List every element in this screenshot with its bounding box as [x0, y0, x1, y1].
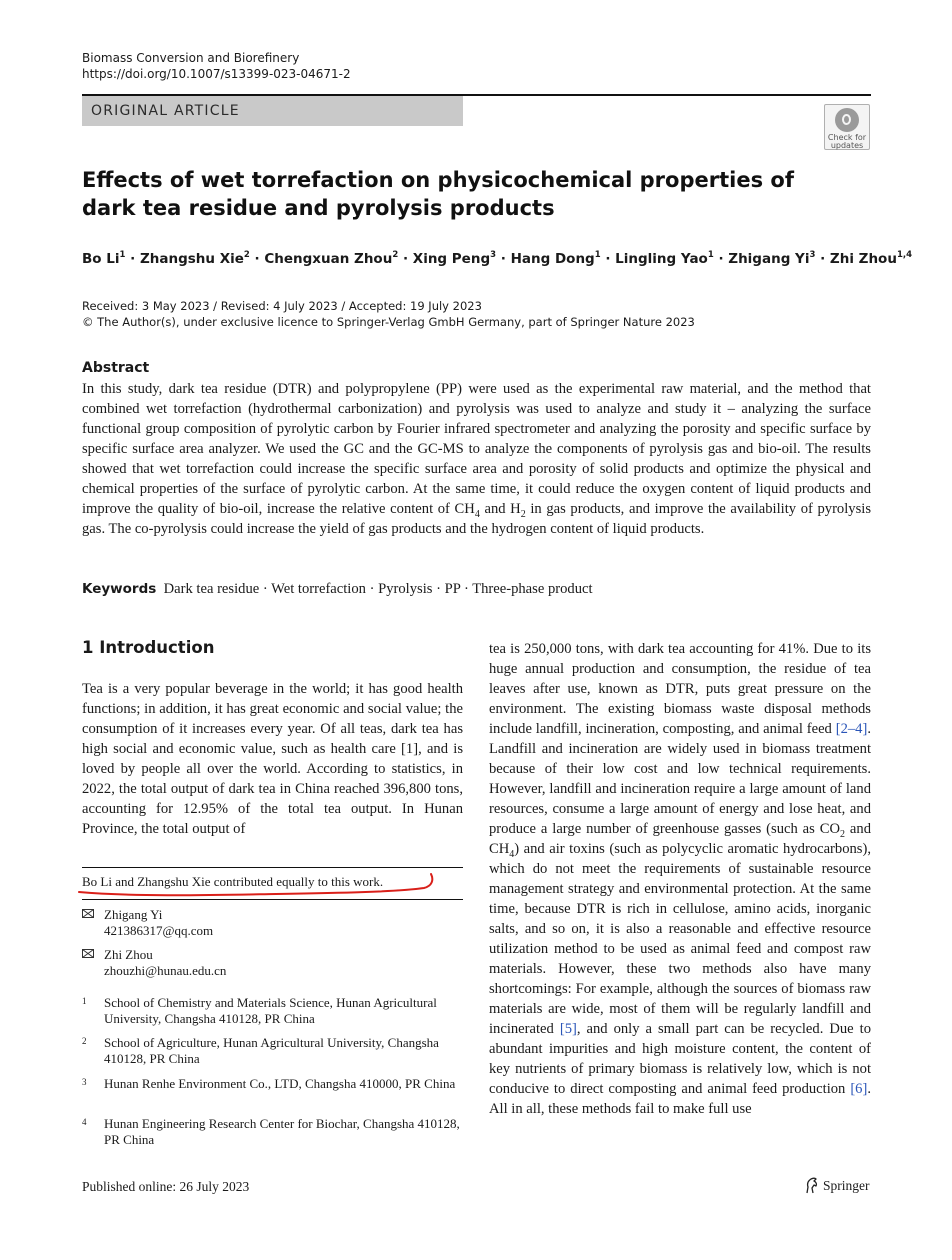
author-name[interactable]: Hang Dong — [510, 251, 595, 267]
keywords — [82, 579, 871, 599]
affiliation-number: 4 — [82, 1117, 87, 1127]
envelope-icon — [82, 909, 94, 918]
author-name[interactable]: Bo Li — [82, 251, 120, 267]
author-list: Bo $Li^1$ · Zhangshu Xie$^2$ · Chengxuan Zhou$^2$ · Xing Peng$^3$ · Hang Dong$^1$ · Lingling Yao$^1$ · Zhigang $Yi^3$ · Zhi Zhou$^{1,4}$ — [82, 250, 912, 267]
intro-column-right: tea is 250,000 tons, with dark tea accounting for 41%. Due to its huge annual production and consumption, the residue of tea leaves after use, known as DTR, puts great pressure on the environment. The existing biomass waste disposal methods include landfill, incineration, composting, and animal feed [2–4]. Landfill and incineration are widely used in biomass treatment because of their low cost and low technical requirements. However, landfill and incineration require a large amount of land resources, consume a large amount of energy and lose heat, and produce a large number of greenhouse gasses (such as $CO_2$ and $CH_4$) and air toxins (such as polycyclic aromatic hydrocarbons), which do not meet the requirements of sustainable resource management strategy and environmental protection. At the same time, because DTR is rich in cellulose, amino acids, inorganic salts, and so on, it is also a reasonable and effective resource utilization method to be used as animal feed and compost raw materials. However, these two methods also have many shortcomings: For example, although the sources of biomass raw materials are wide, most of them will be regularly landfill and incinerated [5], and only a small part can be recycled. Due to abundant impurities and high moisture content, the content of key nutrients of primary biomass is relatively low, which is not conducive to direct composting and animal feed production [6]. All in all, these methods fail to make full use — [489, 641, 871, 1117]
envelope-icon — [82, 949, 94, 958]
journal-name: Biomass Conversion and Biorefinery — [82, 51, 300, 65]
affiliation-text: Hunan Renhe Environment Co., LTD, Changsha 410000, PR China — [104, 1076, 456, 1091]
author-name[interactable]: Zhangshu Xie — [139, 251, 244, 267]
author-name[interactable]: Lingling Yao — [615, 251, 708, 267]
abstract-text: In this study, dark tea residue (DTR) and polypropylene (PP) were used as the experimental raw material, and the method that combined wet torrefaction (hydrothermal carbonization) and pyrolysis was used to analyze and study it – analyzing the surface functional group composition of pyrolytic carbon by Fourier infrared spectrometer and analyzing the porosity and specific surface by specific surface area analyzer. We used the GC and the GC-MS to analyze the components of pyrolysis gas and bio-oil. The results showed that wet torrefaction could increase the specific surface area and porosity of solid products and optimize the physical and chemical properties of the surface of pyrolytic carbon. At the same time, it could reduce the oxygen content of liquid products and improve the quality of bio-oil, increase the relative content of $CH_4$ and $H_2$ in gas products, and improve the availability of pyrolysis gas. The co-pyrolysis could increase the yield of gas products and the hydrogen content of liquid products. — [82, 381, 871, 537]
footnote-rule-bottom — [82, 899, 463, 900]
correspondent-name: Zhi Zhou — [104, 947, 153, 962]
citation-link[interactable]: [2–4] — [835, 721, 868, 737]
copyright-notice: © The Author(s), under exclusive licence to Springer-Verlag GmbH Germany, part of Springer Nature 2023 — [82, 315, 695, 329]
journal-header — [82, 50, 351, 82]
correspondent-email[interactable]: zhouzhi@hunau.edu.cn — [104, 963, 227, 978]
author-affiliation-mark: 2 — [243, 250, 250, 260]
author-name[interactable]: Chengxuan Zhou — [264, 251, 393, 267]
author-affiliation-mark: 1 — [594, 250, 601, 260]
check-updates-icon — [835, 108, 859, 132]
article-history — [82, 298, 695, 330]
author-affiliation-mark: 1 — [707, 250, 714, 260]
affiliation-text: School of Agriculture, Hunan Agricultural University, Changsha 410128, PR China — [104, 1035, 439, 1066]
article-dates: Received: 3 May 2023 / Revised: 4 July 2023 / Accepted: 19 July 2023 — [82, 299, 482, 313]
citation-link[interactable]: [5] — [559, 1021, 577, 1037]
author-name[interactable]: Zhi Zhou — [829, 251, 897, 267]
author-affiliation-mark: 2 — [392, 250, 399, 260]
article-type-label: ORIGINAL ARTICLE — [91, 103, 240, 119]
red-underline-annotation — [76, 870, 438, 900]
keywords-heading: Keywords — [82, 581, 157, 597]
author-affiliation-mark: 3 — [809, 250, 816, 260]
correspondent-email[interactable]: 421386317@qq.com — [104, 923, 214, 938]
check-updates-line2: updates — [830, 141, 864, 150]
keywords-list: Dark tea residue · Wet torrefaction · Pyrolysis · PP · Three-phase product — [163, 581, 593, 597]
affiliation-text: Hunan Engineering Research Center for Biochar, Changsha 410128, PR China — [104, 1116, 460, 1147]
publisher-name: Springer — [823, 1178, 870, 1193]
intro-column-left: Tea is a very popular beverage in the world; it has good health functions; in addition, it has great economic and social value; the consumption of it increases every year. Of all teas, dark tea has high social and economic value, such as health care [1], and is loved by people all over the world. According to statistics, in 2022, the total output of dark tea in China reached 396,800 tons, accounting for 12.95% of the total tea output. In Hunan Province, the total output of — [82, 681, 463, 837]
affiliation-number: 2 — [82, 1036, 87, 1046]
abstract-heading: Abstract — [82, 360, 150, 376]
footnote-rule-top — [82, 867, 463, 868]
affiliation-number: 3 — [82, 1077, 87, 1087]
author-affiliation-mark: 1 — [119, 250, 126, 260]
check-updates-line1: Check for — [827, 133, 867, 142]
affiliation-number: 1 — [82, 996, 87, 1006]
section-heading-introduction: 1 Introduction — [82, 638, 215, 657]
check-for-updates-button[interactable] — [824, 104, 870, 150]
article-title: Effects of wet torrefaction on physicochemical properties of dark tea residue and pyrolysis products — [82, 168, 794, 220]
published-date: Published online: 26 July 2023 — [82, 1179, 250, 1194]
springer-horse-icon — [804, 1177, 820, 1194]
author-name[interactable]: Xing Peng — [412, 251, 491, 267]
author-affiliation-mark: 3 — [490, 250, 497, 260]
correspondent-name: Zhigang Yi — [104, 907, 163, 922]
contribution-note: Bo Li and Zhangshu Xie contributed equally to this work. — [82, 874, 384, 889]
author-name[interactable]: Zhigang Yi — [728, 251, 810, 267]
citation-link[interactable]: [6] — [850, 1081, 868, 1097]
author-affiliation-mark: 1,4 — [896, 250, 912, 260]
affiliation-text: School of Chemistry and Materials Science, Hunan Agricultural University, Changsha 410128, PR China — [104, 995, 437, 1026]
doi-link[interactable]: https://doi.org/10.1007/s13399-023-04671-2 — [82, 67, 351, 81]
